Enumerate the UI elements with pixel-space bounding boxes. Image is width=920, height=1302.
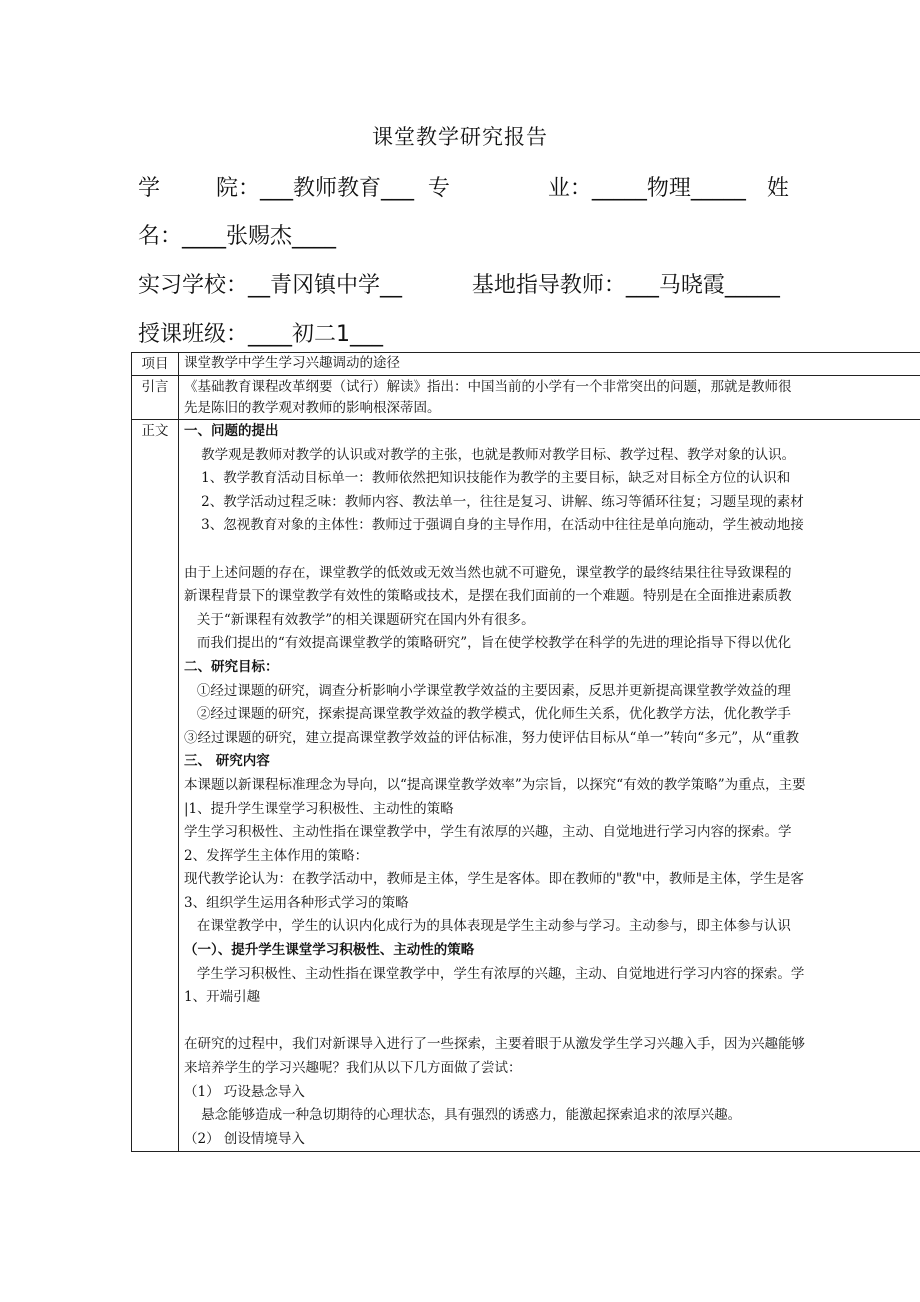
project-topic: 课堂教学中学生学习兴趣调动的途径 bbox=[179, 353, 920, 376]
table-row-project bbox=[132, 353, 920, 376]
header-line-name: 名：____张赐杰____ bbox=[138, 224, 337, 249]
row-label-intro: 引言 bbox=[132, 376, 179, 420]
row-label-project: 项目 bbox=[132, 353, 179, 376]
body-text: 一、问题的提出 教学观是教师对教学的认识或对教学的主张，也就是教师对教学目标、教学过程、教学对象的认识。 1、教学教育活动目标单一：教师依然把知识技能作为教学的主要目标，缺乏对目标全方位的认识和 2、教学活动过程乏味：教师内容、教法单一，往往是复习、讲解、练习等循环往复；习题呈现的素材 3、忽视教育对象的主体性：教师过于强调自身的主导作用，在活动中往往是单向施动，学生被动地接 由于上述问题的存在，课堂教学的低效或无效当然也就不可避免，课堂教学的最终结果往往导致课程的 新课程背景下的课堂教学有效性的策略或技术，是摆在我们面前的一个难题。特别是在全面推进素质教 关于“新课程有效教学”的相关课题研究在国内外有很多。 而我们提出的“有效提高课堂教学的策略研究”，旨在使学校教学在科学的先进的理论指导下得以优化 二、研究目标： ①经过课题的研究，调查分析影响小学课堂教学效益的主要因素，反思并更新提高课堂教学效益的理 ②经过课题的研究，探索提高课堂教学效益的教学模式，优化师生关系，优化教学方法，优化教学手 ③经过课题的研究，建立提高课堂教学效益的评估标准，努力使评估目标从“单一”转向“多元”，从“重教 三、 研究内容 本课题以新课程标准理念为导向，以“提高课堂教学效率”为宗旨，以探究“有效的教学策略”为重点，主要 |1、提升学生课堂学习积极性、主动性的策略 学生学习积极性、主动性指在课堂教学中，学生有浓厚的兴趣，主动、自觉地进行学习内容的探索。学 2、发挥学生主体作用的策略： 现代教学论认为：在教学活动中，教师是主体，学生是客体。即在教师的"教"中，教师是主体，学生是客 3、组织学生运用各种形式学习的策略 在课堂教学中，学生的认识内化成行为的具体表现是学生主动参与学习。主动参与，即主体参与认识 （一）、提升学生课堂学习积极性、主动性的策略 学生学习积极性、主动性指在课堂教学中，学生有浓厚的兴趣，主动、自觉地进行学习内容的探索。学 1、开端引趣 在研究的过程中，我们对新课导入进行了一些探索，主要着眼于从激发学生学习兴趣入手，因为兴趣能够 来培养学生的学习兴趣呢？我们从以下几方面做了尝试： （1） 巧设悬念导入 悬念能够造成一种急切期待的心理状态，具有强烈的诱惑力，能激起探索追求的浓厚兴趣。 （2） 创设情境导入 bbox=[179, 420, 920, 1152]
header-line-college-major: 学 院：___教师教育___ 专 业：_____物理_____ 姓 bbox=[138, 176, 789, 201]
intro-text: 《基础教育课程改革纲要（试行）解读》指出：中国当前的小学有一个非常突出的问题，那就是教师很 先是陈旧的教学观对教师的影响根深蒂固。 bbox=[179, 376, 920, 420]
page-title: 课堂教学研究报告 bbox=[372, 125, 548, 149]
table-row-intro bbox=[132, 376, 920, 420]
header-line-school-advisor: 实习学校：__青冈镇中学__ 基地指导教师：___马晓霞_____ bbox=[138, 273, 780, 298]
report-table bbox=[131, 352, 920, 1152]
header-line-class: 授课班级：____初二1___ bbox=[138, 322, 383, 347]
row-label-body: 正文 bbox=[132, 420, 179, 1152]
table-row-body bbox=[132, 420, 920, 1152]
